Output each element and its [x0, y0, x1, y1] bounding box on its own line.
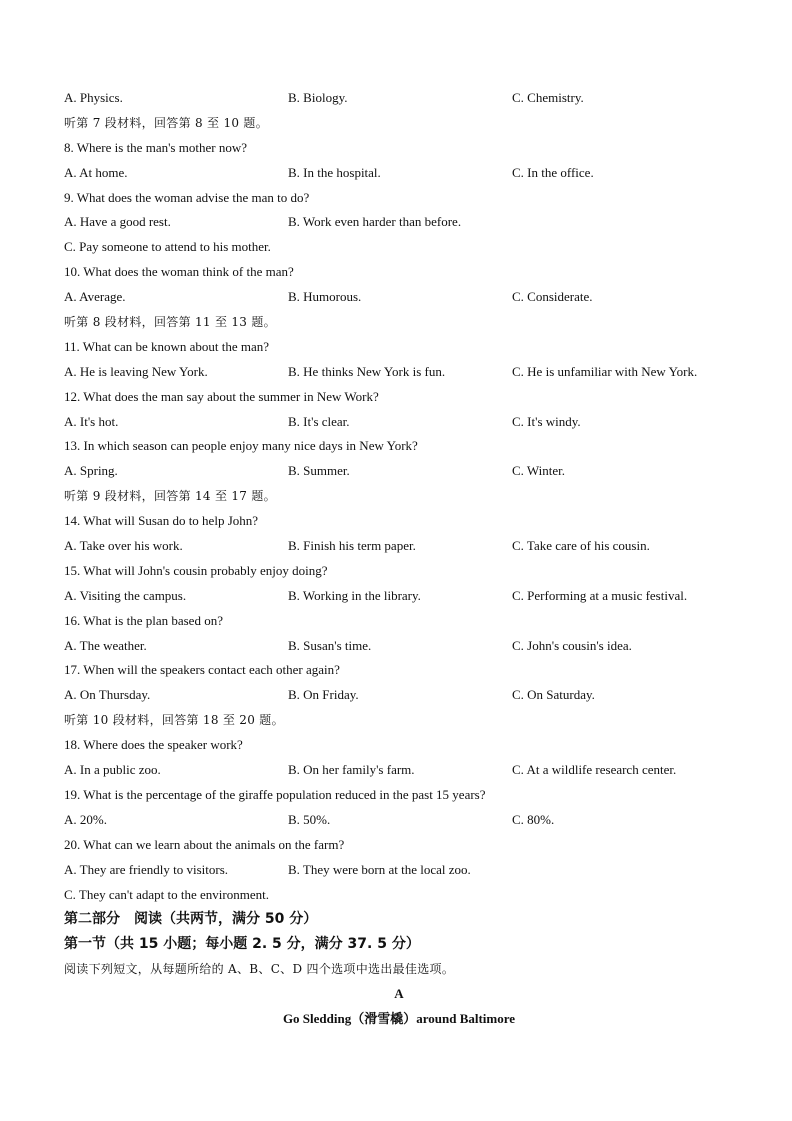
- options-row: [64, 683, 734, 708]
- option-a: A. 20%.: [64, 811, 107, 827]
- question-text: 13. In which season can people enjoy many nice days in New York?: [64, 438, 418, 454]
- option-a: A. The weather.: [64, 637, 147, 653]
- option-b: B. 50%.: [288, 811, 331, 827]
- question-text: 14. What will Susan do to help John?: [64, 513, 259, 529]
- option-c: C. 80%.: [512, 811, 555, 827]
- question-text: 18. Where does the speaker work?: [64, 737, 243, 753]
- instruction-text: 听第 9 段材料，回答第 14 至 17 题。: [64, 489, 276, 504]
- passage-title: [64, 982, 734, 1007]
- question-text: 11. What can be known about the man?: [64, 338, 270, 354]
- option-b: B. On Friday.: [288, 687, 359, 703]
- option-c: C. He is unfamiliar with New York.: [512, 363, 698, 379]
- question-line: [64, 883, 734, 908]
- option-a: A. Spring.: [64, 463, 118, 479]
- option-a: A. Visiting the campus.: [64, 587, 187, 603]
- question-text: 20. What can we learn about the animals on the farm?: [64, 836, 345, 852]
- option-a: A. At home.: [64, 164, 128, 180]
- passage-title: [64, 1007, 734, 1032]
- question-line: [64, 509, 734, 534]
- section-heading-text: 第一节（共 15 小题；每小题 2. 5 分，满分 37. 5 分）: [64, 936, 420, 953]
- option-c: C. Take care of his cousin.: [512, 538, 650, 554]
- option-b: B. On her family's farm.: [288, 762, 415, 778]
- question-text: C. Pay someone to attend to his mother.: [64, 239, 271, 255]
- options-row: [64, 360, 734, 385]
- question-text: 17. When will the speakers contact each other again?: [64, 662, 340, 678]
- question-line: [64, 833, 734, 858]
- options-row: [64, 285, 734, 310]
- options-row: [64, 210, 734, 235]
- option-a: A. He is leaving New York.: [64, 363, 208, 379]
- options-row: [64, 758, 734, 783]
- passage-title-text: A: [394, 986, 404, 1002]
- document-page: [64, 86, 734, 1032]
- option-c: C. Chemistry.: [512, 90, 584, 105]
- option-a: A. They are friendly to visitors.: [64, 861, 229, 877]
- option-c: C. On Saturday.: [512, 687, 595, 703]
- question-line: [64, 783, 734, 808]
- question-line: [64, 385, 734, 410]
- option-a: A. On Thursday.: [64, 687, 151, 703]
- passage-title-text: Go Sledding（滑雪橇）around Baltimore: [282, 1010, 516, 1026]
- question-line: [64, 609, 734, 634]
- option-c: C. In the office.: [512, 164, 594, 180]
- question-line: [64, 235, 734, 260]
- instruction-line: [64, 957, 734, 982]
- option-b: B. It's clear.: [288, 413, 350, 429]
- options-row: [64, 534, 734, 559]
- option-a: A. Have a good rest.: [64, 214, 171, 230]
- question-line: [64, 335, 734, 360]
- options-row: [64, 86, 734, 111]
- option-c: C. At a wildlife research center.: [512, 762, 677, 778]
- options-row: [64, 808, 734, 833]
- options-row: [64, 161, 734, 186]
- question-text: 10. What does the woman think of the man?: [64, 264, 294, 280]
- question-text: C. They can't adapt to the environment.: [64, 886, 269, 902]
- options-row: [64, 584, 734, 609]
- instruction-line: [64, 484, 734, 509]
- option-c: C. Considerate.: [512, 289, 593, 305]
- option-a: A. Average.: [64, 289, 126, 305]
- option-c: C. Performing at a music festival.: [512, 587, 688, 603]
- options-row: [64, 858, 734, 883]
- section-heading: [64, 907, 734, 932]
- instruction-line: [64, 310, 734, 335]
- options-row: [64, 634, 734, 659]
- question-line: [64, 136, 734, 161]
- instruction-line: [64, 111, 734, 136]
- option-c: C. Winter.: [512, 463, 566, 479]
- option-b: B. Working in the library.: [288, 587, 421, 603]
- option-c: C. It's windy.: [512, 413, 581, 429]
- option-a: A. Physics.: [64, 90, 123, 105]
- option-a: A. It's hot.: [64, 413, 119, 429]
- option-b: B. Work even harder than before.: [288, 214, 462, 230]
- instruction-text: 阅读下列短文，从每题所给的 A、B、C、D 四个选项中选出最佳选项。: [64, 962, 455, 977]
- question-text: 8. Where is the man's mother now?: [64, 139, 247, 155]
- section-heading: [64, 932, 734, 957]
- question-text: 12. What does the man say about the summer in New Work?: [64, 388, 379, 404]
- option-a: A. In a public zoo.: [64, 762, 161, 778]
- question-line: [64, 559, 734, 584]
- question-text: 16. What is the plan based on?: [64, 612, 223, 628]
- question-text: 9. What does the woman advise the man to do?: [64, 189, 310, 205]
- options-row: [64, 410, 734, 435]
- option-b: B. Finish his term paper.: [288, 538, 416, 554]
- option-b: B. Humorous.: [288, 289, 362, 305]
- instruction-text: 听第 7 段材料，回答第 8 至 10 题。: [64, 115, 269, 130]
- instruction-line: [64, 708, 734, 733]
- question-text: 15. What will John's cousin probably enjoy doing?: [64, 562, 328, 578]
- option-b: B. Summer.: [288, 463, 350, 479]
- question-line: [64, 733, 734, 758]
- option-b: B. They were born at the local zoo.: [288, 861, 471, 877]
- question-text: 19. What is the percentage of the giraffe population reduced in the past 15 years?: [64, 786, 486, 802]
- option-a: A. Take over his work.: [64, 538, 183, 554]
- option-b: B. In the hospital.: [288, 164, 381, 180]
- option-b: B. Biology.: [288, 90, 348, 105]
- question-line: [64, 186, 734, 211]
- option-b: B. He thinks New York is fun.: [288, 363, 446, 379]
- question-line: [64, 434, 734, 459]
- section-heading-text: 第二部分 阅读（共两节，满分 50 分）: [64, 911, 318, 928]
- instruction-text: 听第 8 段材料，回答第 11 至 13 题。: [64, 315, 276, 330]
- instruction-text: 听第 10 段材料，回答第 18 至 20 题。: [64, 713, 284, 728]
- question-line: [64, 658, 734, 683]
- option-c: C. John's cousin's idea.: [512, 637, 632, 653]
- option-b: B. Susan's time.: [288, 637, 372, 653]
- question-line: [64, 260, 734, 285]
- options-row: [64, 459, 734, 484]
